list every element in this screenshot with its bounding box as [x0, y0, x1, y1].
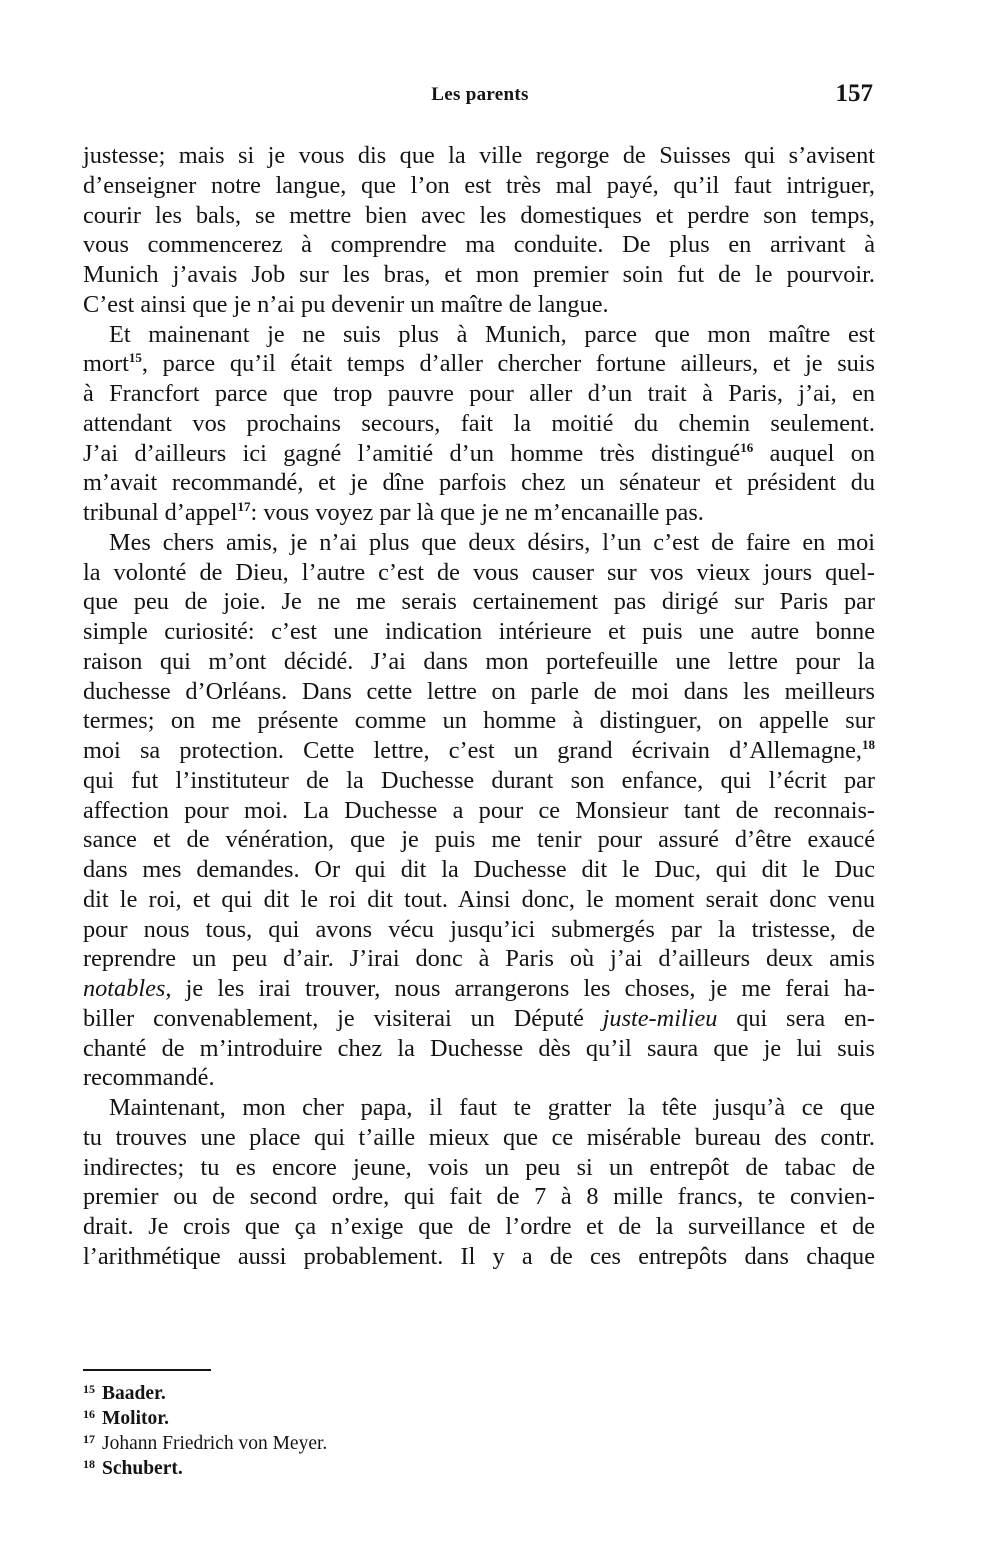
- text-segment: à Francfort parce que trop pauvre pour aller d’un trait à Paris, j’ai, en: [83, 380, 875, 407]
- text-line: [83, 558, 875, 588]
- text-line: [83, 1153, 875, 1183]
- text-segment: justesse; mais si je vous dis que la ville regorge de Suisses qui s’avisent: [83, 142, 875, 169]
- italic-text: notables,: [83, 975, 172, 1002]
- text-segment: Maintenant, mon cher papa, il faut te gratter la tête jusqu’à ce que: [109, 1094, 875, 1121]
- text-segment: d’enseigner notre langue, que l’on est très mal payé, qu’il faut intriguer,: [83, 171, 875, 199]
- text-segment: chanté de m’introduire chez la Duchesse dès qu’il saura que je lui suis: [83, 1034, 875, 1062]
- text-line: [83, 349, 875, 379]
- text-segment: tu trouves une place qui t’aille mieux que ce misérable bureau des contr.: [83, 1123, 875, 1151]
- text-line: [83, 409, 875, 439]
- text-segment: Mes chers amis, je n’ai plus que deux désirs, l’un c’est de faire en moi: [109, 528, 875, 556]
- footnote: [83, 1431, 875, 1456]
- page-number: 157: [835, 80, 873, 107]
- text-line: [83, 1004, 875, 1034]
- text-segment: dans mes demandes. Or qui dit la Duchesse dit le Duc, qui dit le Duc: [83, 856, 875, 883]
- text-line: [83, 647, 875, 677]
- text-segment: qui fut l’instituteur de la Duchesse durant son enfance, qui l’écrit par: [83, 766, 875, 794]
- text-line: [83, 320, 875, 350]
- footnote-reference: 16: [740, 439, 754, 455]
- text-line: [83, 379, 875, 409]
- text-line: [83, 468, 875, 498]
- text-line: [83, 706, 875, 736]
- text-segment: moi sa protection. Cette lettre, c’est un grand écrivain d’Allemagne,: [83, 737, 862, 764]
- text-segment: Et mainenant je ne suis plus à Munich, parce que mon maître est: [109, 320, 875, 348]
- text-line: [83, 439, 875, 469]
- text-segment: simple curiosité: c’est une indication intérieure et puis une autre bonne: [83, 618, 875, 645]
- text-line: [83, 1242, 875, 1272]
- text-segment: premier ou de second ordre, qui fait de 7 à 8 mille francs, te convien-: [83, 1183, 875, 1211]
- text-segment: je les irai trouver, nous arrangerons les choses, je me ferai ha-: [171, 975, 875, 1002]
- text-line: [83, 796, 875, 826]
- text-line: [83, 677, 875, 707]
- text-segment: duchesse d’Orléans. Dans cette lettre on parle de moi dans les meilleurs: [83, 677, 875, 705]
- text-segment: drait. Je crois que ça n’exige que de l’ordre et de la surveillance et de: [83, 1213, 875, 1240]
- text-line: [83, 1212, 875, 1242]
- text-line: [83, 1063, 875, 1093]
- text-line: [83, 141, 875, 171]
- footnote-text: Johann Friedrich von Meyer.: [102, 1433, 328, 1454]
- text-segment: recommandé.: [83, 1064, 215, 1092]
- footnote-text: Baader.: [102, 1383, 166, 1404]
- text-line: [83, 171, 875, 201]
- text-segment: l’arithmétique aussi probablement. Il y a de ces entrepôts dans chaque: [83, 1242, 875, 1270]
- footnote-number: 18: [83, 1457, 95, 1471]
- running-title: Les parents: [431, 84, 529, 105]
- footnote-text: Schubert.: [102, 1458, 183, 1479]
- text-segment: la volonté de Dieu, l’autre c’est de vous causer sur vos vieux jours quel-: [83, 558, 875, 586]
- running-head: [0, 80, 1000, 114]
- text-segment: raison qui m’ont décidé. J’ai dans mon portefeuille une lettre pour la: [83, 647, 875, 675]
- text-line: [83, 528, 875, 558]
- text-segment: dit le roi, et qui dit le roi dit tout. Ainsi donc, le moment serait donc venu: [83, 885, 875, 913]
- text-segment: termes; on me présente comme un homme à distinguer, on appelle sur: [83, 707, 875, 735]
- text-segment: : vous voyez par là que je ne m’encanaille pas.: [250, 499, 704, 526]
- text-segment: affection pour moi. La Duchesse a pour ce Monsieur tant de reconnais-: [83, 796, 875, 824]
- text-segment: attendant vos prochains secours, fait la moitié du chemin seulement.: [83, 409, 875, 437]
- text-segment: C’est ainsi que je n’ai pu devenir un maître de langue.: [83, 290, 609, 318]
- text-segment: qui sera en-: [717, 1004, 875, 1032]
- text-segment: auquel on: [753, 439, 875, 467]
- text-line: [83, 1093, 875, 1123]
- body-text: [83, 141, 875, 1272]
- footnote-reference: 18: [862, 737, 875, 752]
- text-segment: m’avait recommandé, et je dîne parfois chez un sénateur et président du: [83, 469, 875, 497]
- italic-text: juste-milieu: [602, 1004, 718, 1032]
- text-line: [83, 766, 875, 796]
- footnote: [83, 1406, 875, 1431]
- text-line: [83, 290, 875, 320]
- text-segment: , parce qu’il était temps d’aller chercher fortune ailleurs, et je suis: [141, 350, 875, 378]
- footnote: [83, 1381, 875, 1406]
- text-line: [83, 201, 875, 231]
- text-line: [83, 617, 875, 647]
- footnote-reference: 15: [128, 350, 142, 366]
- text-line: [83, 1034, 875, 1064]
- text-segment: J’ai d’ailleurs ici gagné l’amitié d’un homme très distingué: [83, 439, 741, 467]
- text-segment: courir les bals, se mettre bien avec les domestiques et perdre son temps,: [83, 201, 875, 229]
- text-segment: reprendre un peu d’air. J’irai donc à Paris où j’ai d’ailleurs deux amis: [83, 945, 875, 973]
- text-line: [83, 974, 875, 1004]
- footnote-number: 17: [83, 1432, 95, 1446]
- text-line: [83, 825, 875, 855]
- text-line: [83, 1182, 875, 1212]
- text-segment: indirectes; tu es encore jeune, vois un peu si un entrepôt de tabac de: [83, 1153, 875, 1181]
- text-segment: Munich j’avais Job sur les bras, et mon premier soin fut de le pourvoir.: [83, 261, 875, 288]
- footnote-reference: 17: [237, 499, 251, 514]
- text-segment: sance et de vénération, que je puis me tenir pour assuré d’être exaucé: [83, 826, 875, 854]
- footnote-divider: [83, 1369, 211, 1371]
- text-line: [83, 885, 875, 915]
- footnote-number: 15: [83, 1382, 95, 1396]
- text-segment: que peu de joie. Je ne me serais certainement pas dirigé sur Paris par: [83, 588, 875, 616]
- text-line: [83, 587, 875, 617]
- text-segment: pour nous tous, qui avons vécu jusqu’ici submergés par la tristesse, de: [83, 915, 875, 943]
- text-line: [83, 855, 875, 885]
- text-segment: mort: [83, 350, 129, 378]
- text-line: [83, 736, 875, 766]
- text-line: [83, 915, 875, 945]
- text-line: [83, 944, 875, 974]
- text-line: [83, 260, 875, 290]
- text-line: [83, 498, 875, 528]
- text-line: [83, 230, 875, 260]
- text-segment: tribunal d’appel: [83, 499, 238, 526]
- footnote: [83, 1456, 875, 1481]
- text-segment: biller convenablement, je visiterai un Député: [83, 1004, 603, 1032]
- text-segment: vous commencerez à comprendre ma conduite. De plus en arrivant à: [83, 231, 875, 259]
- footnote-text: Molitor.: [102, 1408, 169, 1429]
- footnote-number: 16: [83, 1407, 95, 1421]
- text-line: [83, 1123, 875, 1153]
- footnotes: [83, 1381, 875, 1481]
